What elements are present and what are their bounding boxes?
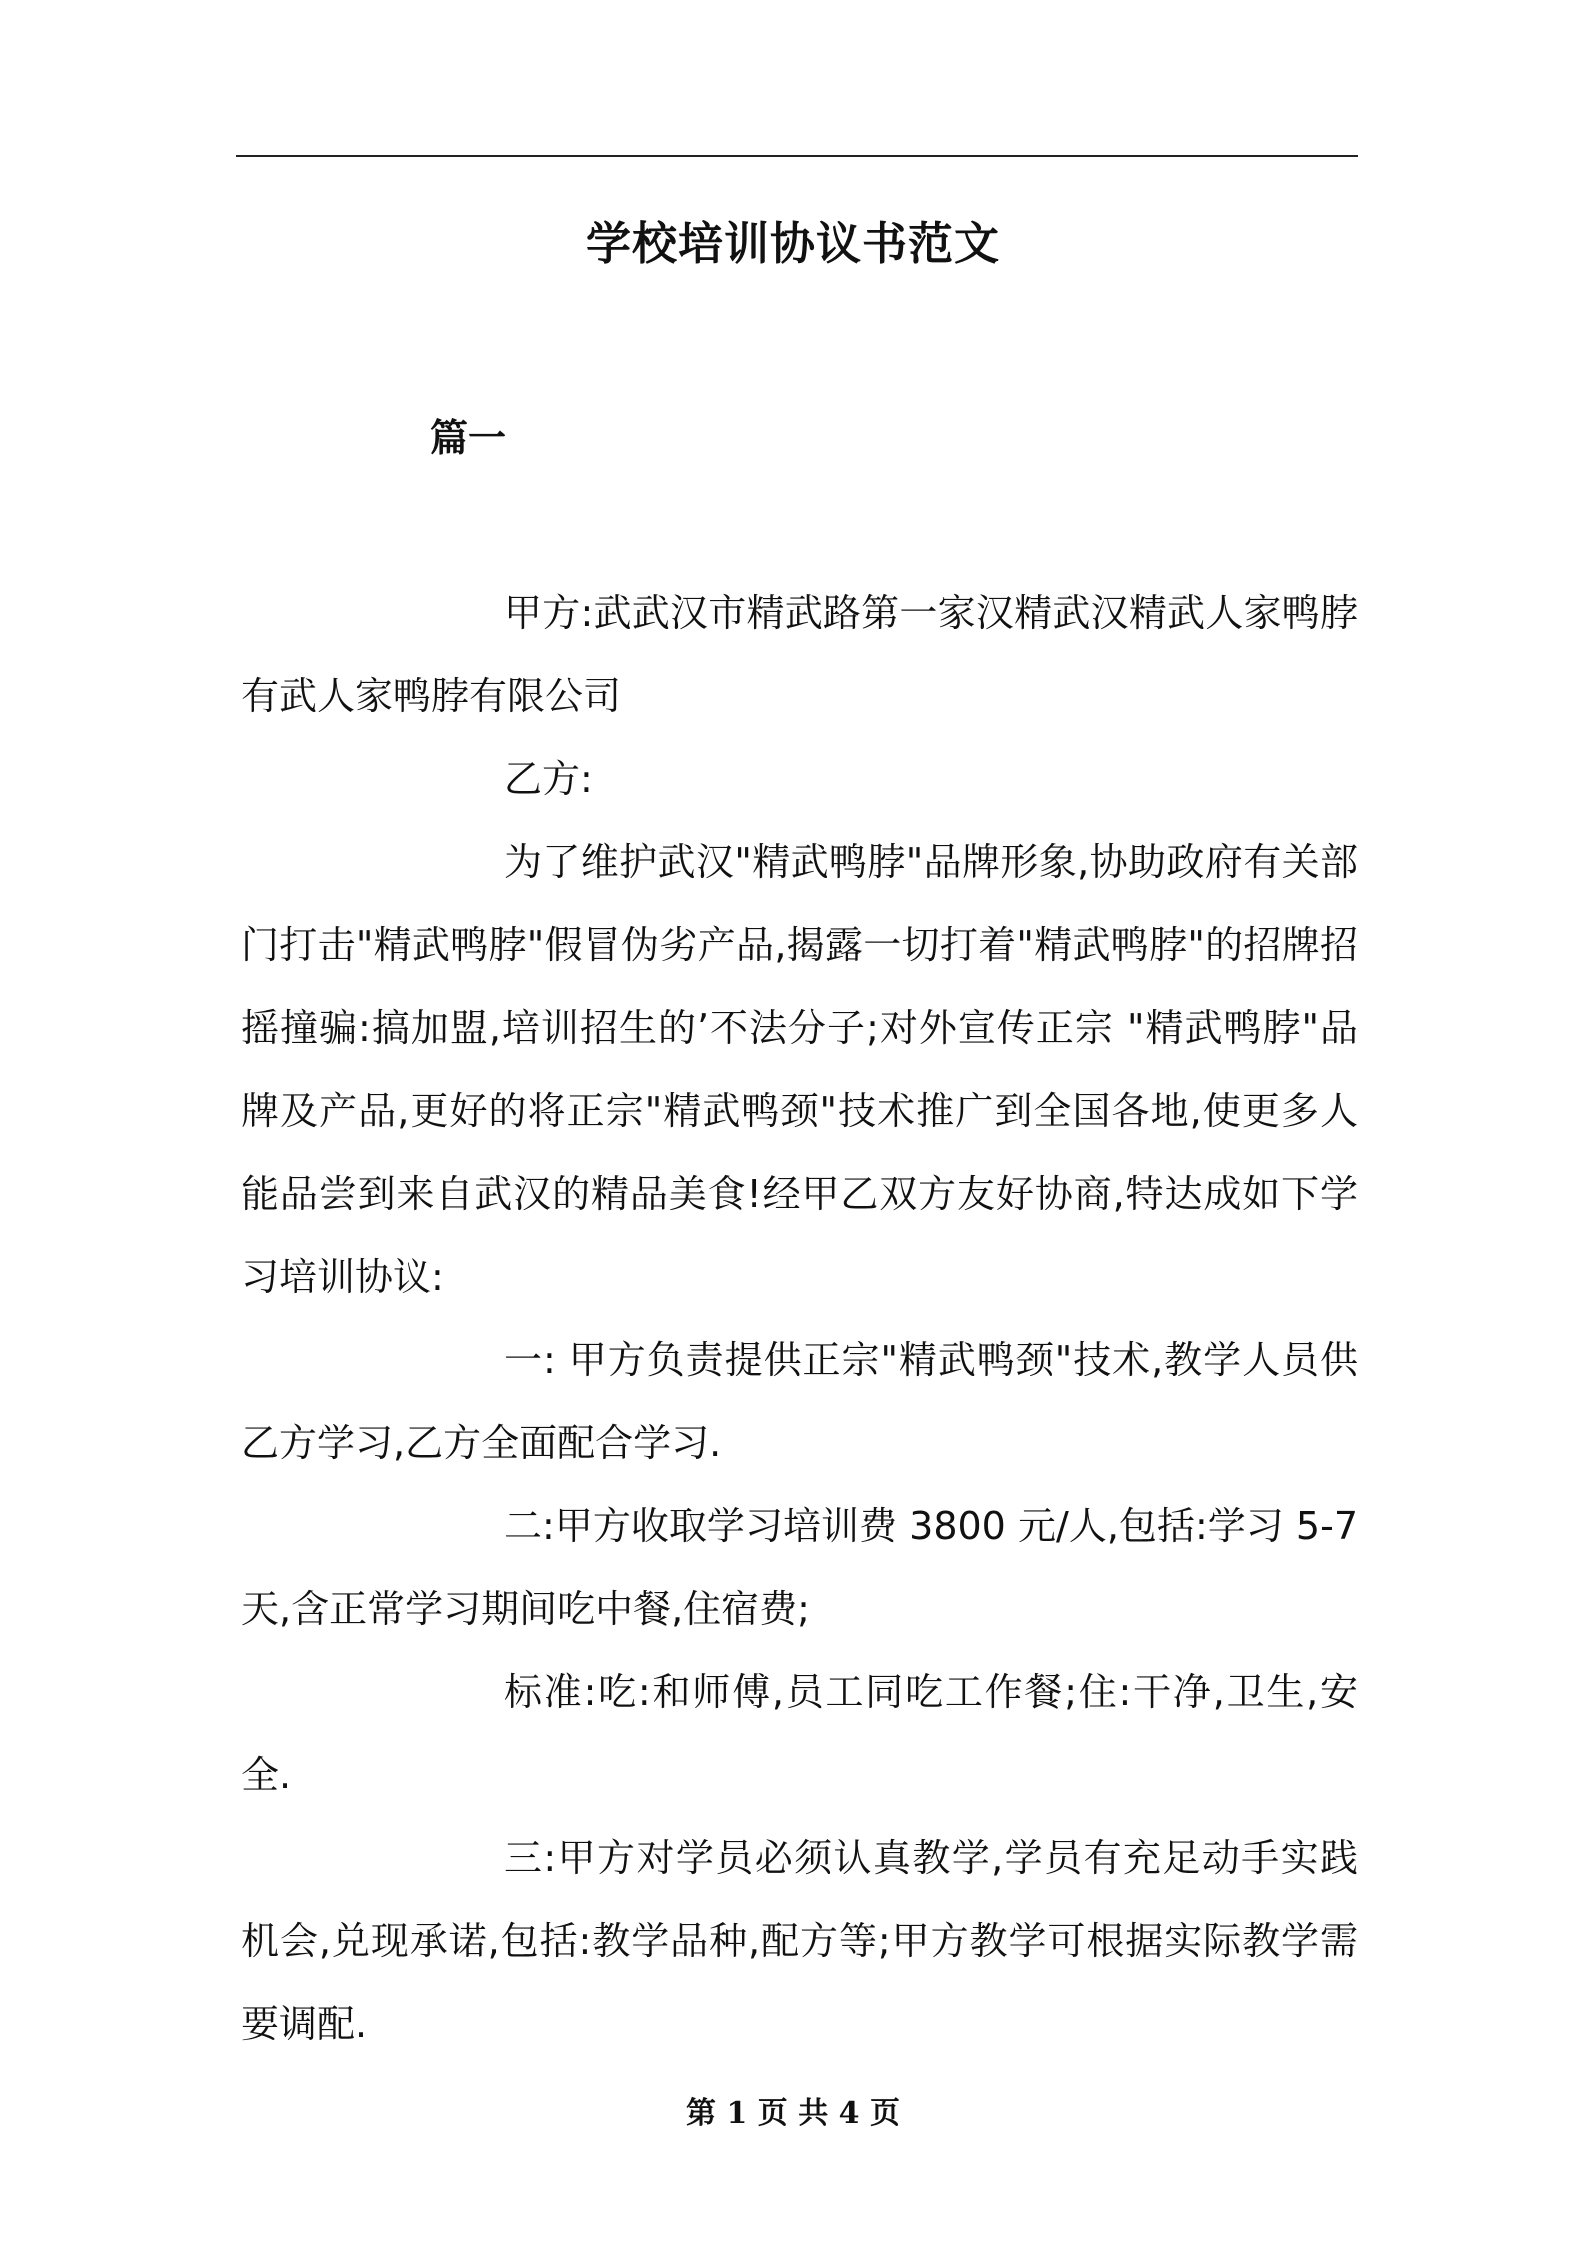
page-number: 第 1 页 共 4 页 <box>686 2096 900 2131</box>
paragraph-standard: 标准:吃:和师傅,员工同吃工作餐;住:干净,卫生,安全. <box>241 1670 1358 1797</box>
paragraph-party-b: 乙方: <box>504 757 593 801</box>
header-rule <box>236 155 1358 157</box>
document-body <box>241 572 1358 2066</box>
paragraph-preamble: 为了维护武汉"精武鸭脖"品牌形象,协助政府有关部门打击"精武鸭脖"假冒伪劣产品,揭露一切打着"精武鸭脖"的招牌招摇撞骗:搞加盟,培训招生的’不法分子;对外宣传正宗 "精武鸭脖"品牌及产品,更好的将正宗"精武鸭颈"技术推广到全国各地,使更多人能品尝到来自武汉的精品美食!经甲乙双方友好协商,特达成如下学习培训协议: <box>241 840 1358 1299</box>
section-heading: 篇一 <box>430 416 507 460</box>
paragraph-party-a: 甲方:武武汉市精武路第一家汉精武汉精武人家鸭脖有武人家鸭脖有限公司 <box>241 591 1358 718</box>
paragraph-clause-3: 三:甲方对学员必须认真教学,学员有充足动手实践机会,兑现承诺,包括:教学品种,配方等;甲方教学可根据实际教学需要调配. <box>241 1836 1358 2046</box>
document-title: 学校培训协议书范文 <box>585 217 1000 270</box>
paragraph-clause-2: 二:甲方收取学习培训费 3800 元/人,包括:学习 5-7 天,含正常学习期间吃中餐,住宿费; <box>241 1504 1358 1631</box>
paragraph-clause-1: 一: 甲方负责提供正宗"精武鸭颈"技术,教学人员供乙方学习,乙方全面配合学习. <box>241 1338 1358 1465</box>
